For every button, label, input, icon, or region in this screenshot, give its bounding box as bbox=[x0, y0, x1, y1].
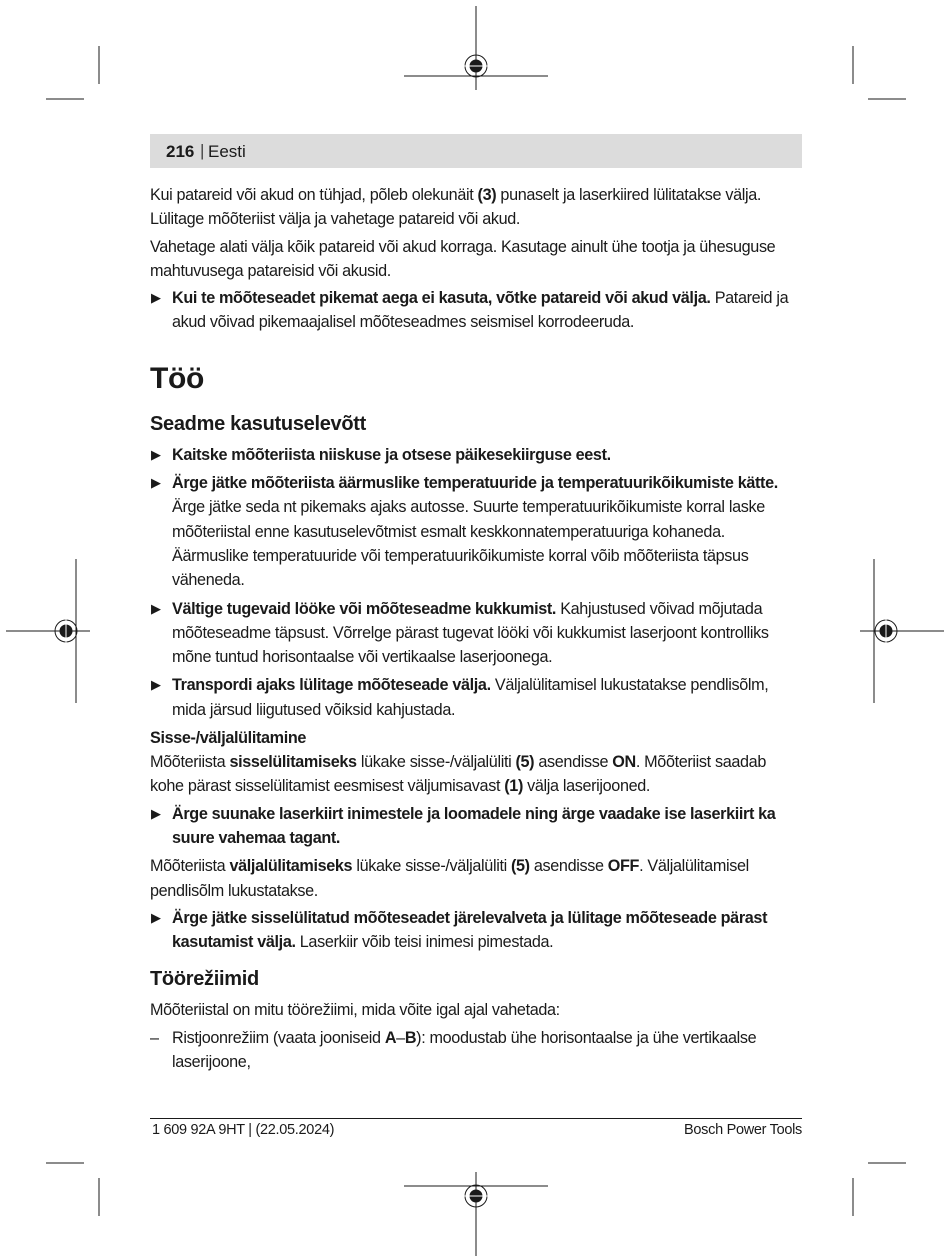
registration-mark-right bbox=[860, 559, 944, 703]
footer-doc-id: 1 609 92A 9HT | (22.05.2024) bbox=[152, 1122, 335, 1138]
header-separator: | bbox=[200, 141, 205, 160]
warning-unattended: ▶ Ärge jätke sisselülitatud mõõteseadet järelevalveta ja lülitage mõõteseade pärast kasutamist välja. Laserkiir võib teisi inimesi pimestada. bbox=[150, 906, 802, 955]
bullet-arrow-icon: ▶ bbox=[151, 805, 161, 821]
paragraph-empty-batteries: Kui patareid või akud on tühjad, põleb olekunäit (3) punaselt ja laserkiired lülitatakse välja. Lülitage mõõteriist välja ja vahetage patareid või akud. bbox=[150, 186, 762, 229]
paragraph-switch-off: Mõõteriista väljalülitamiseks lükake sisse-/väljalüliti (5) asendisse OFF. Väljalülitamisel pendlisõlm lukustatakse. bbox=[150, 857, 749, 900]
paragraph-operating-modes: Mõõteriistal on mitu töörežiimi, mida võite igal ajal vahetada: bbox=[150, 1001, 560, 1020]
bullet-arrow-icon: ▶ bbox=[151, 290, 161, 306]
section-title: Töö bbox=[150, 361, 205, 395]
paragraph-switch-on: Mõõteriista sisselülitamiseks lükake sisse-/väljalüliti (5) asendisse ON. Mõõteriist saadab kohe pärast sisselülitamist eesmisest väljumisavast (1) välja laserijooned. bbox=[150, 753, 766, 796]
warning-moisture: ▶ Kaitske mõõteriista niiskuse ja otsese päikesekiirguse eest. bbox=[150, 443, 802, 467]
warning-laser-eyes: ▶ Ärge suunake laserkiirt inimestele ja loomadele ning ärge vaadake ise laserkiirt ka suure vahemaa tagant. bbox=[150, 802, 802, 851]
page-footer bbox=[150, 1118, 802, 1138]
warning-temperature: ▶ Ärge jätke mõõteriista äärmuslike temperatuuride ja temperatuurikõikumiste kätte. Ärge jätke seda nt pikemaks ajaks autosse. Suurte temperatuurikõikumiste korral laske mõõteriistal enne kasutuselevõtmist esmalt keskkonnatemperatuuriga kohaneda. Äärmuslike temperatuuride või temperatuurikõikumiste korral võib mõõteriista täpsus väheneda. bbox=[150, 471, 802, 592]
bullet-arrow-icon: ▶ bbox=[151, 909, 161, 925]
page-header bbox=[150, 134, 802, 168]
subheading-operating-modes: Töörežiimid bbox=[150, 968, 259, 991]
paragraph-replace-batteries: Vahetage alati välja kõik patareid või akud korraga. Kasutage ainult ühe tootja ja ühesuguse mahtuvusega patareisid või akusid. bbox=[150, 237, 776, 280]
page-body bbox=[150, 183, 802, 1074]
header-language: Eesti bbox=[208, 142, 246, 161]
subheading-switching: Sisse-/väljalülitamine bbox=[150, 729, 307, 748]
warning-impacts: ▶ Vältige tugevaid lööke või mõõteseadme kukkumist. Kahjustused võivad mõjutada mõõteseadme täpsust. Võrrelge pärast tugevat lööki või kukkumist laserjoont kontrolliks mõne tuntud horisontaalse või vertikaalse laserjoonega. bbox=[150, 597, 802, 670]
warning-transport: ▶ Transpordi ajaks lülitage mõõteseade välja. Väljalülitamisel lukustatakse pendlisõlm, mida järsud liigutused võiksid kahjustada. bbox=[150, 673, 802, 722]
warning-remove-batteries: ▶ Kui te mõõteseadet pikemat aega ei kasuta, võtke patareid või akud välja. Patareid ja akud võivad pikemaajalisel mõõteseadmes seismisel korrodeeruda. bbox=[150, 286, 802, 335]
bullet-arrow-icon: ▶ bbox=[151, 677, 161, 693]
registration-mark-top bbox=[404, 6, 548, 90]
bullet-arrow-icon: ▶ bbox=[151, 475, 161, 491]
list-item-cross-line-mode: – Ristjoonrežiim (vaata jooniseid A–B): moodustab ühe horisontaalse ja ühe vertikaalse laserijoone, bbox=[150, 1028, 757, 1072]
footer-brand: Bosch Power Tools bbox=[684, 1122, 802, 1138]
registration-mark-bottom bbox=[404, 1172, 548, 1256]
bullet-arrow-icon: ▶ bbox=[151, 600, 161, 616]
page-number: 216 bbox=[166, 142, 195, 161]
subheading-commissioning: Seadme kasutuselevõtt bbox=[150, 412, 367, 435]
registration-mark-left bbox=[6, 559, 90, 703]
bullet-arrow-icon: ▶ bbox=[151, 446, 161, 462]
